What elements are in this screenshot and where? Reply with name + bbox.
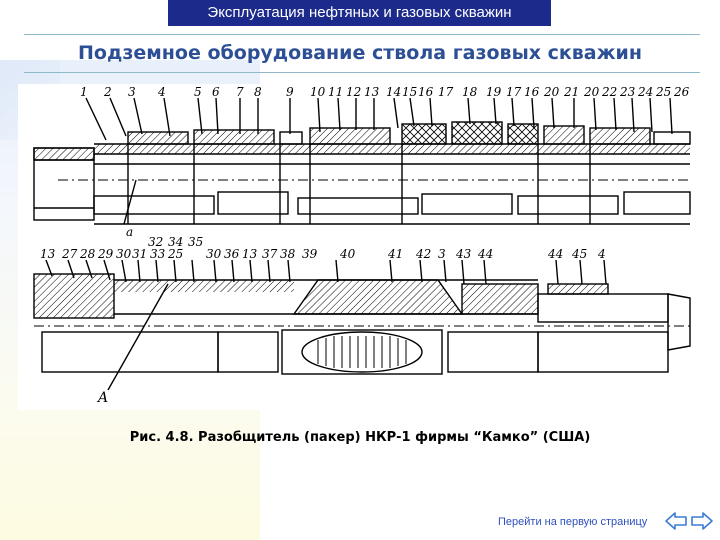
bottom-part-label: 13 — [40, 247, 56, 261]
top-part-label: 1 — [80, 85, 88, 99]
top-part-label: 14 — [386, 85, 402, 99]
bottom-part-label: 25 — [168, 247, 184, 261]
top-part-label: 4 — [158, 85, 166, 99]
top-part-label: 20 — [584, 85, 600, 99]
marker-a-upper: A — [98, 390, 109, 406]
bottom-part-label: 30 — [206, 247, 222, 261]
bottom-part-label: 27 — [62, 247, 78, 261]
top-part-label: 15 — [402, 85, 418, 99]
top-part-label: 5 — [194, 85, 202, 99]
packer-drawing-svg — [18, 84, 702, 410]
bottom-part-label: 35 — [188, 235, 204, 249]
bottom-part-label: 38 — [280, 247, 296, 261]
bottom-part-label: 34 — [168, 235, 184, 249]
bottom-part-label: 43 — [456, 247, 472, 261]
top-part-label: 8 — [254, 85, 262, 99]
bottom-part-label: 3 — [438, 247, 446, 261]
divider-bottom — [24, 72, 700, 73]
bottom-part-label: 42 — [416, 247, 432, 261]
top-part-label: 10 — [310, 85, 326, 99]
figure-caption: Рис. 4.8. Разобщитель (пакер) НКР-1 фирмы “Камко” (США) — [129, 430, 591, 445]
bottom-part-label: 36 — [224, 247, 240, 261]
top-part-label: 12 — [346, 85, 362, 99]
top-part-label: 22 — [602, 85, 618, 99]
top-part-label: 11 — [328, 85, 344, 99]
header-title: Эксплуатация нефтяных и газовых скважин — [168, 0, 551, 26]
top-part-label: 16 — [524, 85, 540, 99]
top-part-label: 19 — [486, 85, 502, 99]
bottom-part-label: 44 — [478, 247, 494, 261]
bottom-part-label: 31 — [132, 247, 148, 261]
bottom-part-label: 32 — [148, 235, 164, 249]
bottom-part-label: 44 — [548, 247, 564, 261]
top-part-label: 16 — [418, 85, 434, 99]
top-part-label: 18 — [462, 85, 478, 99]
bottom-part-label: 41 — [388, 247, 404, 261]
bottom-part-label: 45 — [572, 247, 588, 261]
arrow-left-icon[interactable] — [664, 510, 688, 532]
top-part-label: 6 — [212, 85, 220, 99]
packer-technical-drawing — [18, 84, 702, 410]
top-part-label: 7 — [236, 85, 244, 99]
top-part-label: 3 — [128, 85, 136, 99]
bottom-part-label: 39 — [302, 247, 318, 261]
bottom-part-label: 30 — [116, 247, 132, 261]
bottom-part-label: 40 — [340, 247, 356, 261]
bottom-part-label: 28 — [80, 247, 96, 261]
arrow-right-icon[interactable] — [690, 510, 714, 532]
top-part-label: 26 — [674, 85, 690, 99]
bottom-part-label: 33 — [150, 247, 166, 261]
top-part-label: 20 — [544, 85, 560, 99]
top-part-label: 25 — [656, 85, 672, 99]
top-part-label: 21 — [564, 85, 580, 99]
bottom-part-label: 29 — [98, 247, 114, 261]
slide-subtitle: Подземное оборудование ствола газовых скважин — [78, 42, 642, 64]
marker-a-lower: a — [126, 225, 134, 239]
top-part-label: 24 — [638, 85, 654, 99]
divider-top — [24, 34, 700, 35]
bottom-part-label: 4 — [598, 247, 606, 261]
top-part-label: 2 — [104, 85, 112, 99]
top-part-label: 13 — [364, 85, 380, 99]
bottom-part-label: 37 — [262, 247, 278, 261]
top-part-label: 17 — [438, 85, 454, 99]
top-part-label: 23 — [620, 85, 636, 99]
first-page-link[interactable]: Перейти на первую страницу — [498, 516, 648, 528]
top-part-label: 17 — [506, 85, 522, 99]
bottom-part-label: 13 — [242, 247, 258, 261]
top-part-label: 9 — [286, 85, 294, 99]
